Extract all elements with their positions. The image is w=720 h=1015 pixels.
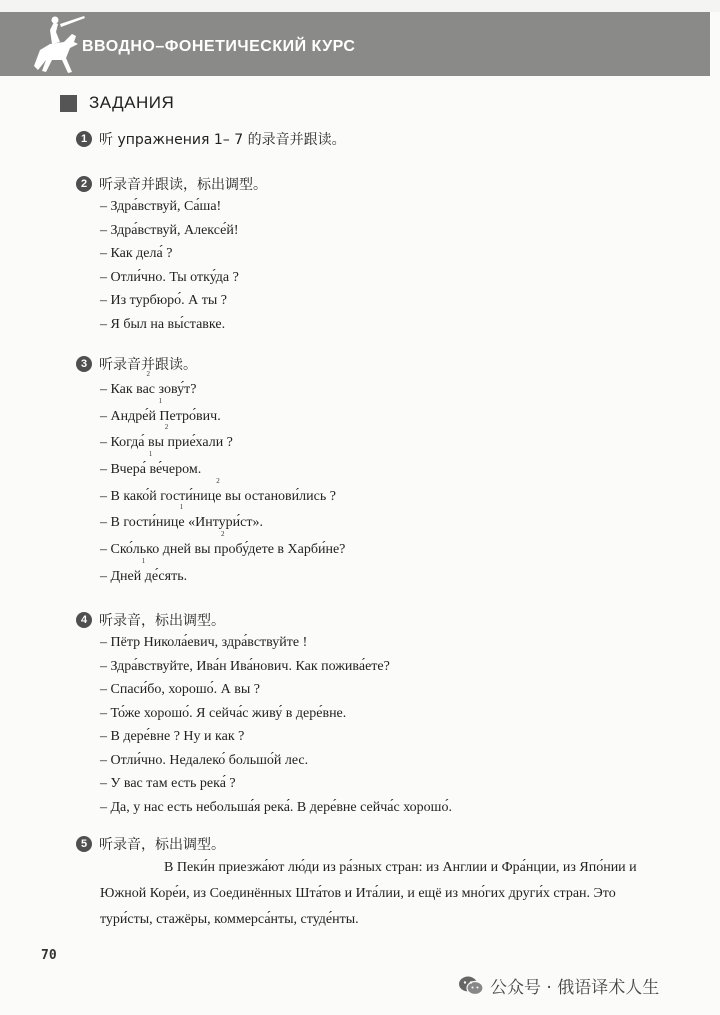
task-1-heading [76,128,346,150]
task-1 [76,128,346,150]
dialogue-line: – Здра́вствуйте, Ива́н Ива́нович. Как пожива́ете? [100,658,390,674]
dialogue-line: – У вас там есть река́ ? [100,776,236,791]
task-instruction: 听录音，标出调型。 [99,613,225,629]
dialogue-line [100,455,345,482]
watermark [458,973,659,998]
intonation-mark: 1 – Андре́й Петро́вич. [100,402,221,432]
section-title: ЗАДАНИЯ [89,93,175,112]
page-number: 70 [41,948,57,963]
dialogue [100,631,452,819]
dialogue-line: – Я был на вы́ставке. [100,316,226,332]
intonation-mark: 2 – Как вас зову́т? [100,375,196,405]
task-number-badge: 2 [76,176,92,192]
dialogue-line: – Отли́чно. Ты отку́да ? [100,269,239,285]
dialogue-line: – Да, у нас есть небольша́я река́. В дере́вне сейча́с хорошо́. [100,799,452,815]
task-4 [76,609,452,819]
task-5 [76,833,660,933]
task-number-badge: 1 [76,131,92,147]
task-number-badge: 4 [76,612,92,628]
task-number-badge: 5 [76,836,92,852]
intonation-mark: 2 – Когда́ вы прие́хали ? [100,428,233,458]
dialogue-line: – Здра́вствуй, Са́ша! [100,199,222,214]
intonation-mark: 1 – Вчера́ ве́чером. [100,455,201,485]
task-5-heading [76,833,660,855]
dialogue-line [100,375,345,402]
dialogue-line: – Здра́вствуй, Алексе́й! [100,222,239,238]
dialogue-line [100,535,345,562]
task-instruction: 听录音并跟读。 [99,357,197,373]
task-3-heading [76,353,345,375]
watermark-text: 公众号 · 俄语译术人生 [490,978,660,998]
dialogue-line [100,482,345,509]
dialogue-line: – Отли́чно. Недалеко́ большо́й лес. [100,752,309,768]
dialogue-line: – То́же хорошо́. Я сейча́с живу́ в дере́вне. [100,705,347,721]
task-number-badge: 3 [76,356,92,372]
task-2 [76,173,267,336]
intonation-mark: 2 – Ско́лько дней вы пробу́дете в Харби́не? [100,535,345,565]
horse-rider-icon [14,14,94,80]
wechat-icon [458,975,484,997]
dialogue-line: – Из турбюро́. А ты ? [100,293,228,308]
dialogue-line [100,562,345,589]
dialogue [100,195,267,336]
dialogue-line: – Как дела́ ? [100,246,173,261]
task-instruction: 听录音并跟读，标出调型。 [99,177,267,193]
header-title: ВВОДНО–ФОНЕТИЧЕСКИЙ КУРС [82,38,356,55]
dialogue-line: – Пётр Никола́евич, здра́вствуйте ! [100,635,308,650]
intonation-mark: 1 – В гости́нице «Интури́ст». [100,508,263,538]
intonation-mark: 1 – Дней де́сять. [100,562,187,592]
header-band [0,12,710,76]
task-2-heading [76,173,267,195]
section-heading [60,93,174,113]
dialogue [100,375,345,589]
dialogue-line [100,428,345,455]
task-4-heading [76,609,452,631]
page-top-band [0,0,720,12]
intonation-mark: 2 – В како́й гости́нице вы останови́лись ? [100,482,336,512]
section-square-icon [60,95,77,112]
reading-paragraph: В Пеки́н приезжа́ют лю́ди из ра́зных стран: из Англии и Фра́нции, из Япо́нии и Южной Коре́и, из Соединённых Шта́тов и Ита́лии, и ещё из мно́гих други́х стран. Это тури́сты, стажёры, коммерса́нты, студе́нты. [100,860,637,927]
task-instruction: 听 упражнения 1– 7 的录音并跟读。 [99,132,346,148]
dialogue-line: – В дере́вне ? Ну и как ? [100,729,245,744]
dialogue-line: – Спаси́бо, хорошо́. А вы ? [100,682,260,697]
task-instruction: 听录音，标出调型。 [99,837,225,853]
dialogue-line [100,402,345,429]
task-3 [76,353,345,589]
